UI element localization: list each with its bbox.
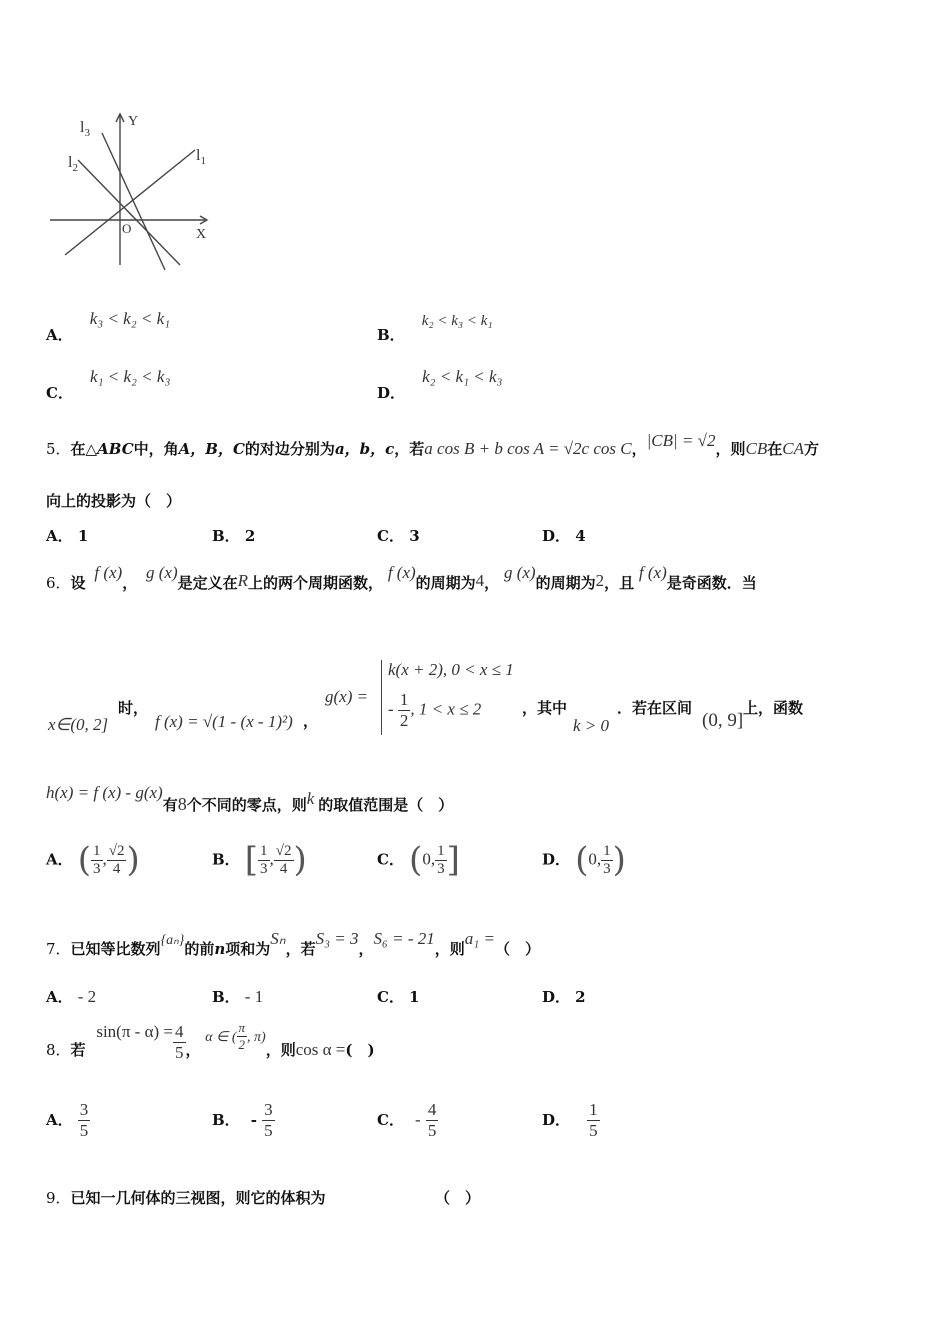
q6-option-a[interactable]: A． ( $\frac{1}{3}$ , $\frac{√2}{4}$ )	[46, 840, 140, 880]
q6-option-b[interactable]: B． [ $\frac{1}{3}$ , $\frac{√2}{4}$ )	[212, 840, 307, 880]
q6-option-d[interactable]: D． (0, $\frac{1}{3}$ )	[542, 840, 626, 880]
q6-g-case1: k(x + 2), 0 < x ≤ 1	[388, 660, 514, 679]
q8-option-c[interactable]: C． - $\frac{4}{5}$	[377, 1100, 437, 1140]
q5-option-b[interactable]: B． 2	[212, 527, 256, 545]
q9-answer-paren: （ ）	[435, 1189, 481, 1207]
q6-where-text: ，其中	[522, 699, 568, 717]
q7-option-b[interactable]: B． - 1	[212, 987, 264, 1006]
q6-options	[46, 840, 906, 910]
q6-interval-text: ．若在区间	[617, 699, 693, 717]
q7-option-c[interactable]: C． 1	[377, 988, 420, 1006]
q9-stem: 9．已知一几何体的三视图，则它的体积为	[46, 1189, 326, 1207]
q5-option-d[interactable]: D． 4	[542, 527, 586, 545]
q4-option-c[interactable]: C． k₁ < k₂ < k₃	[46, 367, 171, 402]
q8-option-d[interactable]: D． $\frac{1}{5}$	[542, 1100, 598, 1140]
q8-option-b[interactable]: B． - $\frac{3}{5}$	[212, 1100, 273, 1140]
q6-k-condition: k > 0	[573, 716, 610, 735]
q6-g-lhs: g(x) =	[325, 687, 369, 706]
q8-options	[46, 1100, 906, 1160]
lines-graph	[40, 105, 220, 275]
q7-option-a[interactable]: A． - 2	[46, 987, 97, 1006]
q4-option-b[interactable]: B． k₂ < k₃ < k₁	[377, 313, 493, 344]
q4-option-a[interactable]: A． k₃ < k₂ < k₁	[46, 309, 171, 344]
label-o: O	[122, 221, 132, 236]
q7-option-d[interactable]: D． 2	[542, 988, 586, 1006]
q4-option-d[interactable]: D． k₂ < k₁ < k₃	[377, 367, 503, 402]
label-y: Y	[128, 114, 139, 129]
q7-stem: 7．已知等比数列{aₙ}的前n项和为Sₙ，若S₃ = 3，S₆ = - 21，则a₁ =（ ）	[46, 929, 540, 958]
q6-g-brace	[381, 660, 382, 735]
q8-stem: 8．若 sin(π - α) = $\frac{4}{5}$ ， α ∈ ( $\frac{\pi}{2}$ , π)，则cos α =( )	[46, 1020, 375, 1062]
q5-condition-1: a cos B + b cos A = √2c cos C	[424, 439, 632, 458]
q5-stem-line2: 向上的投影为（ ）	[46, 492, 182, 510]
q5-condition-2: |CB| = √2	[646, 431, 716, 450]
q6-g-case2: - $\frac{1}{2}$ , 1 < x ≤ 2	[388, 690, 482, 730]
q5-stem-line1: 5．在△ABC中，角A，B，C的对边分别为a，b，c，若a cos B + b cos A = √2c cos C，|CB| = √2，则CB在CA方	[46, 431, 819, 458]
q6-f-definition: f (x) = √(1 - (x - 1)²)	[155, 712, 293, 731]
line-l3	[102, 133, 165, 270]
label-x: X	[196, 227, 207, 242]
q6-when-text: 时，	[118, 699, 149, 717]
line-l2	[78, 160, 180, 265]
q6-interval: (0, 9]	[702, 710, 744, 731]
label-l1: $l_1$	[196, 147, 206, 167]
q5-option-c[interactable]: C． 3	[377, 527, 420, 545]
q8-option-a[interactable]: A． $\frac{3}{5}$	[46, 1100, 89, 1140]
label-l2: $l_2$	[68, 154, 78, 174]
q6-domain: x∈(0, 2]	[48, 715, 109, 734]
q6-interval-after: 上，函数	[743, 699, 804, 717]
q6-option-c[interactable]: C． (0, $\frac{1}{3}$ ]	[377, 840, 460, 880]
label-l3: $l_3$	[80, 119, 90, 139]
q6-stem-line1: 6．设 f (x)， g (x)是定义在R上的两个周期函数， f (x)的周期为4， g (x)的周期为2，且 f (x)是奇函数．当	[46, 563, 757, 592]
q6-f-comma: ，	[303, 712, 319, 730]
q5-option-a[interactable]: A． 1	[46, 527, 89, 545]
q6-stem-line3: h(x) = f (x) - g(x)有8个不同的零点，则k 的取值范围是（ ）	[46, 783, 454, 814]
